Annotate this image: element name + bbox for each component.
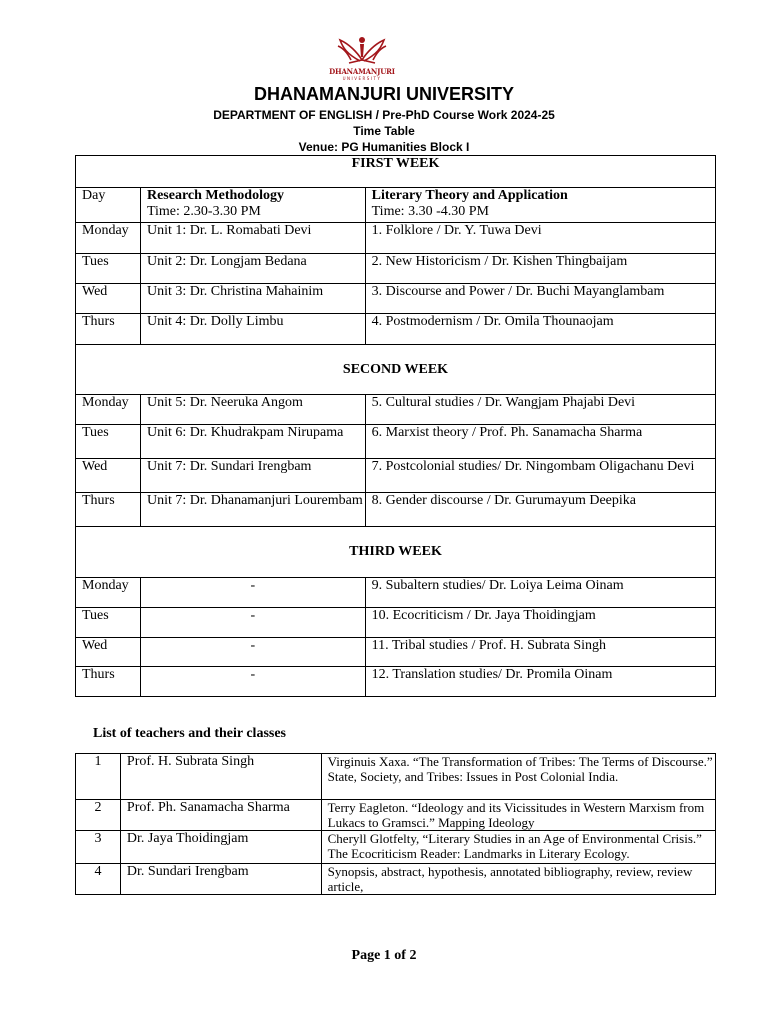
header-lt-time: Time: 3.30 -4.30 PM: [371, 204, 489, 219]
page-number: Page 1 of 2: [351, 948, 417, 963]
day-cell: Tues: [76, 608, 141, 638]
teacher-table: [75, 753, 716, 895]
table-row: [76, 314, 716, 345]
table-row: [76, 254, 716, 284]
table-row: [76, 223, 716, 254]
rm-cell: -: [140, 638, 365, 667]
reading-cell: Terry Eagleton. “Ideology and its Vicissitudes in Western Marxism from Lukacs to Gramsci.” Mapping Ideology: [321, 800, 715, 831]
lt-cell: 6. Marxist theory / Prof. Ph. Sanamacha Sharma: [365, 425, 715, 459]
lt-cell: 1. Folklore / Dr. Y. Tuwa Devi: [365, 223, 715, 254]
day-cell: Monday: [76, 395, 141, 425]
rm-cell: Unit 1: Dr. L. Romabati Devi: [140, 223, 365, 254]
day-cell: Monday: [76, 223, 141, 254]
table-row: [76, 459, 716, 493]
header-research-methodology: [140, 188, 365, 223]
day-cell: Thurs: [76, 314, 141, 345]
serial-cell: 1: [76, 754, 121, 800]
teacher-name-cell: Prof. H. Subrata Singh: [120, 754, 321, 800]
teacher-list-title: List of teachers and their classes: [93, 726, 286, 741]
rm-cell: Unit 3: Dr. Christina Mahainim: [140, 284, 365, 314]
table-row: [76, 864, 716, 895]
table-row: [76, 395, 716, 425]
department-line: DEPARTMENT OF ENGLISH / Pre-PhD Course Work 2024-25: [213, 108, 555, 122]
column-header-row: [76, 188, 716, 223]
rm-cell: Unit 2: Dr. Longjam Bedana: [140, 254, 365, 284]
lt-cell: 11. Tribal studies / Prof. H. Subrata Singh: [365, 638, 715, 667]
header-literary-theory: [365, 188, 715, 223]
table-row: [76, 493, 716, 527]
serial-cell: 4: [76, 864, 121, 895]
table-row: [76, 754, 716, 800]
teacher-name-cell: Dr. Sundari Irengbam: [120, 864, 321, 895]
week-row: [76, 156, 716, 188]
week-heading: FIRST WEEK: [76, 156, 716, 188]
rm-cell: Unit 6: Dr. Khudrakpam Nirupama: [140, 425, 365, 459]
serial-cell: 2: [76, 800, 121, 831]
timetable-subtitle: Time Table: [353, 124, 415, 138]
day-cell: Monday: [76, 578, 141, 608]
rm-cell: -: [140, 578, 365, 608]
header-rm-time: Time: 2.30-3.30 PM: [146, 204, 261, 219]
rm-cell: Unit 7: Dr. Sundari Irengbam: [140, 459, 365, 493]
lt-cell: 5. Cultural studies / Dr. Wangjam Phajabi Devi: [365, 395, 715, 425]
day-cell: Thurs: [76, 493, 141, 527]
lt-cell: 3. Discourse and Power / Dr. Buchi Mayanglambam: [365, 284, 715, 314]
lt-cell: 10. Ecocriticism / Dr. Jaya Thoidingjam: [365, 608, 715, 638]
university-name: DHANAMANJURI UNIVERSITY: [253, 84, 514, 104]
rm-cell: Unit 4: Dr. Dolly Limbu: [140, 314, 365, 345]
day-cell: Wed: [76, 638, 141, 667]
day-cell: Wed: [76, 284, 141, 314]
week-heading: THIRD WEEK: [76, 527, 716, 578]
table-row: [76, 284, 716, 314]
rm-cell: Unit 5: Dr. Neeruka Angom: [140, 395, 365, 425]
lt-cell: 9. Subaltern studies/ Dr. Loiya Leima Oinam: [365, 578, 715, 608]
lt-cell: 12. Translation studies/ Dr. Promila Oinam: [365, 667, 715, 697]
table-row: [76, 638, 716, 667]
week-row: [76, 527, 716, 578]
logo-subtext: UNIVERSITY: [342, 76, 382, 81]
rm-cell: -: [140, 608, 365, 638]
reading-cell: Synopsis, abstract, hypothesis, annotated bibliography, review, review article,: [321, 864, 715, 895]
serial-cell: 3: [76, 831, 121, 864]
rm-cell: Unit 7: Dr. Dhanamanjuri Lourembam: [140, 493, 365, 527]
table-row: [76, 425, 716, 459]
week-heading: SECOND WEEK: [76, 345, 716, 395]
table-row: [76, 578, 716, 608]
table-row: [76, 608, 716, 638]
logo-wordmark: DHANAMANJURI: [329, 67, 395, 76]
header-day: Day: [76, 188, 141, 223]
lt-cell: 2. New Historicism / Dr. Kishen Thingbaijam: [365, 254, 715, 284]
timetable: [75, 155, 716, 697]
day-cell: Tues: [76, 254, 141, 284]
table-row: [76, 667, 716, 697]
venue-line: Venue: PG Humanities Block I: [298, 140, 470, 154]
teacher-name-cell: Dr. Jaya Thoidingjam: [120, 831, 321, 864]
reading-cell: Cheryll Glotfelty, “Literary Studies in an Age of Environmental Crisis.” The Ecocriticism Reader: Landmarks in Literary Ecology.: [321, 831, 715, 864]
rm-cell: -: [140, 667, 365, 697]
header-rm-title: Research Methodology: [146, 188, 284, 203]
week-row: [76, 345, 716, 395]
teacher-name-cell: Prof. Ph. Sanamacha Sharma: [120, 800, 321, 831]
reading-cell: Virginuis Xaxa. “The Transformation of Tribes: The Terms of Discourse.” State, Society, and Tribes: Issues in Post Colonial India.: [321, 754, 715, 800]
day-cell: Thurs: [76, 667, 141, 697]
table-row: [76, 800, 716, 831]
header-lt-title: Literary Theory and Application: [371, 188, 568, 203]
day-cell: Tues: [76, 425, 141, 459]
lt-cell: 7. Postcolonial studies/ Dr. Ningombam Oligachanu Devi: [365, 459, 715, 493]
lt-cell: 8. Gender discourse / Dr. Gurumayum Deepika: [365, 493, 715, 527]
table-row: [76, 831, 716, 864]
day-cell: Wed: [76, 459, 141, 493]
lt-cell: 4. Postmodernism / Dr. Omila Thounaojam: [365, 314, 715, 345]
